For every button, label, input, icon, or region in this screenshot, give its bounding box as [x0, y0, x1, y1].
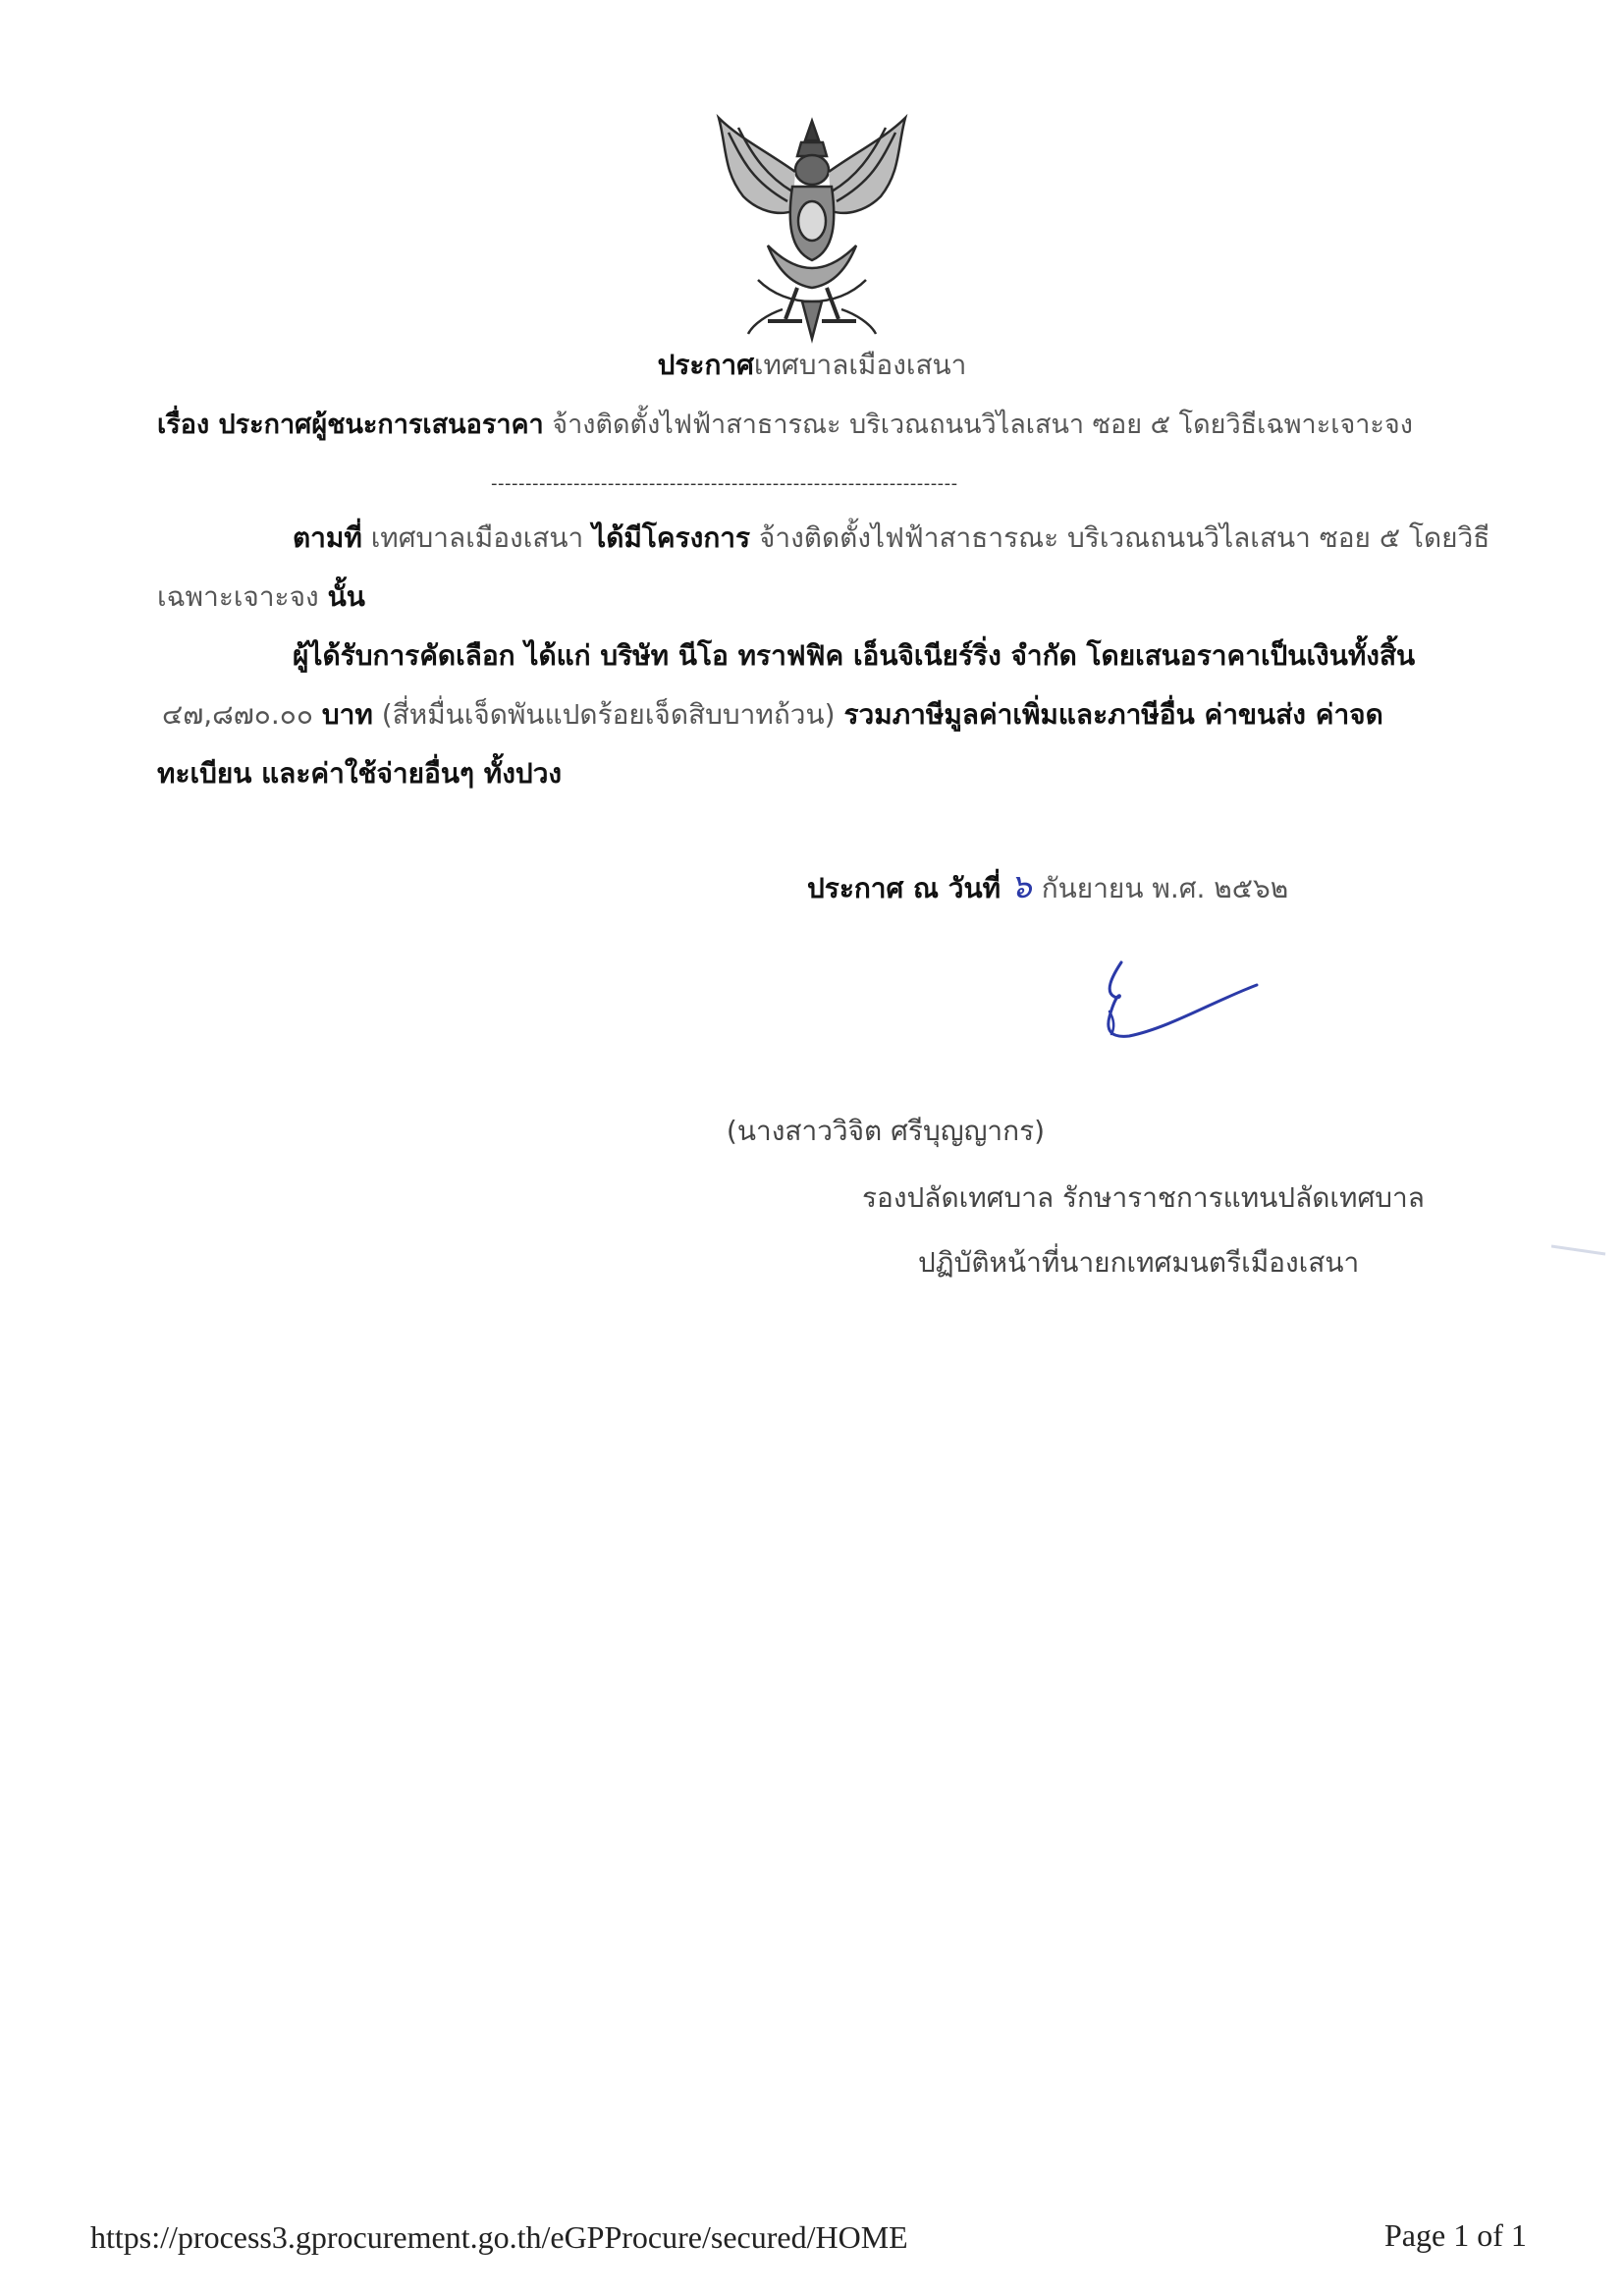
p1-agency: เทศบาลเมืองเสนา [370, 521, 584, 554]
signature-icon [1100, 957, 1267, 1046]
date-month-year: กันยายน พ.ศ. ๒๕๖๒ [1041, 872, 1289, 904]
document-title [0, 346, 1624, 385]
signatory-position: รองปลัดเทศบาล รักษาราชการแทนปลัดเทศบาล [862, 1181, 1425, 1214]
date-day: ๖ [1010, 867, 1032, 906]
paragraph-1-continued [157, 577, 365, 617]
amount-in-words: (สี่หมื่นเจ็ดพันแปดร้อยเจ็ดสิบบาทถ้วน) [381, 698, 836, 731]
divider-line: -------------------------------------------------------------------- [491, 473, 958, 494]
garuda-emblem-icon [699, 113, 925, 344]
subject-project: จ้างติดตั้งไฟฟ้าสาธารณะ บริเวณถนนวิไลเสนา ซอย ๕ โดยวิธีเฉพาะเจาะจง [552, 410, 1413, 440]
title-agency: เทศบาลเมืองเสนา [753, 349, 967, 381]
signatory-acting-position: ปฏิบัติหน้าที่นายกเทศมนตรีเมืองเสนา [918, 1246, 1360, 1279]
p1-end: นั้น [327, 580, 365, 613]
winning-amount: ๔๗,๘๗๐.๐๐ [162, 698, 313, 731]
subject-label: เรื่อง ประกาศผู้ชนะการเสนอราคา [157, 410, 544, 440]
footer-url: https://process3.gprocurement.go.th/eGPProcure/secured/HOME [90, 2219, 908, 2255]
signatory-name: (นางสาววิจิต ศรีบุญญากร) [726, 1115, 1046, 1147]
p2-rest: รวมภาษีมูลค่าเพิ่มและภาษีอื่น ค่าขนส่ง ค่าจด [843, 698, 1383, 731]
paragraph-1 [293, 519, 1489, 558]
p1-lead: ตามที่ [293, 521, 362, 554]
document-subject [157, 406, 1413, 445]
paragraph-2: ผู้ได้รับการคัดเลือก ได้แก่ บริษัท นีโอ ทราฟฟิค เอ็นจิเนียร์ริ่ง จำกัด โดยเสนอราคาเป็นเงินทั้งสิ้น [293, 639, 1416, 672]
footer-page-number: Page 1 of 1 [1384, 2217, 1527, 2253]
scan-smudge-icon [1551, 1242, 1610, 1256]
announcement-date [807, 867, 1288, 908]
currency-label: บาท [321, 698, 373, 731]
p1-mid: ได้มีโครงการ [592, 521, 751, 554]
p1-project-cont: เฉพาะเจาะจง [157, 580, 319, 613]
date-prefix: ประกาศ ณ วันที่ [807, 872, 1001, 904]
paragraph-2-end: ทะเบียน และค่าใช้จ่ายอื่นๆ ทั้งปวง [157, 757, 563, 790]
paragraph-2-amount-line [162, 695, 1383, 735]
title-bold: ประกาศ [657, 349, 754, 381]
p1-project: จ้างติดตั้งไฟฟ้าสาธารณะ บริเวณถนนวิไลเสนา ซอย ๕ โดยวิธี [758, 521, 1490, 554]
